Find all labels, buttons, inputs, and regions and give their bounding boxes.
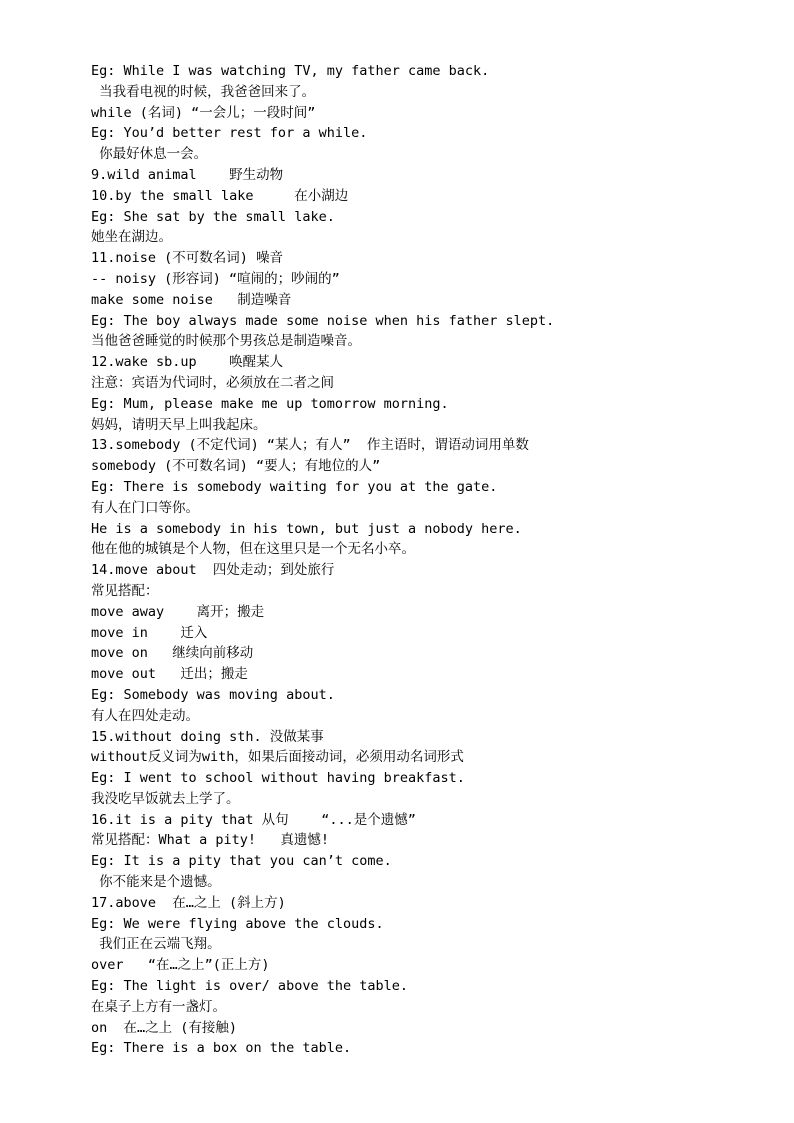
text-line: Eg: The light is over/ above the table.	[91, 978, 408, 995]
text-line: 在桌子上方有一盏灯。	[91, 998, 226, 1015]
text-line: Eg: The boy always made some noise when his father slept.	[91, 312, 555, 329]
text-line: He is a somebody in his town, but just a nobody here.	[91, 520, 522, 537]
text-line: Eg: Mum, please make me up tomorrow morning.	[91, 395, 449, 412]
text-line: 14.move about 四处走动；到处旅行	[91, 562, 335, 579]
text-line: over “在…之上”(正上方)	[91, 957, 270, 974]
text-line: move out 迁出；搬走	[91, 666, 248, 683]
text-line: Eg: While I was watching TV, my father came back.	[91, 63, 490, 79]
text-line: Eg: Somebody was moving about.	[91, 686, 335, 703]
text-line: 你最好休息一会。	[91, 146, 208, 163]
text-line: 10.by the small lake 在小湖边	[91, 187, 349, 204]
text-line: on 在…之上 (有接触)	[91, 1019, 238, 1036]
text-line: 当他爸爸睡觉的时候那个男孩总是制造噪音。	[91, 333, 361, 350]
text-line: -- noisy (形容词) “喧闹的；吵闹的”	[91, 270, 340, 287]
text-line: Eg: I went to school without having breakfast.	[91, 770, 465, 787]
text-line: 常见搭配：What a pity! 真遗憾!	[91, 832, 330, 849]
text-line: 她坐在湖边。	[91, 229, 172, 246]
text-line: 妈妈，请明天早上叫我起床。	[91, 416, 267, 433]
text-line: 有人在门口等你。	[91, 499, 199, 516]
text-line: 12.wake sb.up 唤醒某人	[91, 354, 284, 371]
text-line: 9.wild animal 野生动物	[91, 166, 284, 183]
text-line: 有人在四处走动。	[91, 707, 199, 724]
text-line: Eg: There is a box on the table.	[91, 1040, 352, 1057]
text-line: 15.without doing sth. 没做某事	[91, 728, 324, 745]
text-line: 11.noise (不可数名词) 噪音	[91, 250, 284, 267]
text-line: 他在他的城镇是个人物，但在这里只是一个无名小卒。	[91, 541, 415, 558]
text-line: 13.somebody (不定代词) “某人；有人” 作主语时，谓语动词用单数	[91, 437, 529, 454]
text-line: without反义词为with，如果后面接动词，必须用动名词形式	[91, 749, 464, 766]
text-line: 我们正在云端飞翔。	[91, 936, 221, 953]
text-line: Eg: She sat by the small lake.	[91, 208, 335, 225]
text-line: move away 离开；搬走	[91, 603, 265, 620]
text-line: 我没吃早饭就去上学了。	[91, 790, 240, 807]
text-line: Eg: There is somebody waiting for you at the gate.	[91, 478, 498, 495]
text-line: make some noise 制造噪音	[91, 291, 292, 308]
text-line: while (名词) “一会儿；一段时间”	[91, 104, 316, 121]
text-line: somebody (不可数名词) “要人；有地位的人”	[91, 458, 381, 475]
text-line: Eg: You’d better rest for a while.	[91, 125, 368, 142]
text-line: 16.it is a pity that 从句 “...是个遗憾”	[91, 811, 416, 828]
text-line: move in 迁入	[91, 624, 208, 641]
document-body	[91, 61, 711, 1059]
text-line: 17.above 在…之上 (斜上方)	[91, 894, 286, 911]
text-line: 常见搭配：	[91, 582, 159, 599]
text-line: Eg: We were flying above the clouds.	[91, 915, 384, 932]
text-line: Eg: It is a pity that you can’t come.	[91, 853, 392, 870]
text-line: 注意：宾语为代词时，必须放在二者之间	[91, 374, 334, 391]
text-line: 当我看电视的时候，我爸爸回来了。	[91, 83, 316, 100]
text-line: 你不能来是个遗憾。	[91, 874, 221, 891]
text-line: move on 继续向前移动	[91, 645, 254, 662]
